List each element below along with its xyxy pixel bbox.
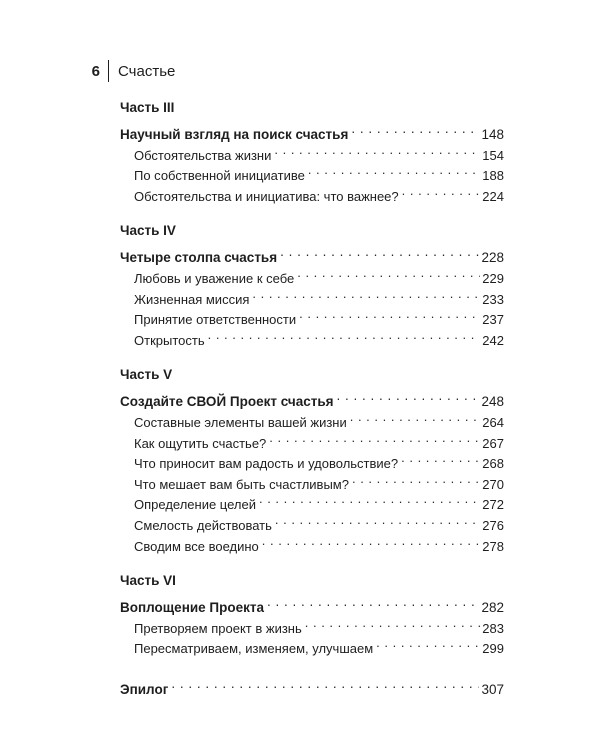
dot-leader <box>259 489 480 509</box>
dot-leader <box>275 510 480 530</box>
page-ref: 224 <box>482 188 504 204</box>
section-title: Жизненная миссия <box>134 291 250 307</box>
page-ref: 268 <box>482 456 504 472</box>
section-title: Сводим все воедино <box>134 538 259 554</box>
toc-epilogue[interactable] <box>120 674 504 695</box>
page-ref: 272 <box>482 497 504 513</box>
page-ref: 278 <box>482 538 504 554</box>
section-title: Что приносит вам радость и удовольствие? <box>134 456 399 472</box>
page-ref: 267 <box>482 435 504 451</box>
page-ref: 307 <box>481 681 504 697</box>
section-title: По собственной инициативе <box>134 168 305 184</box>
dot-leader <box>274 140 480 160</box>
toc-part <box>120 571 504 657</box>
section-title: Принятие ответственности <box>134 312 297 328</box>
dot-leader <box>280 242 479 262</box>
dot-leader <box>308 160 480 180</box>
page-number: 6 <box>91 62 100 80</box>
section-title: Обстоятельства жизни <box>134 147 272 163</box>
page-ref: 154 <box>482 147 504 163</box>
page-ref: 237 <box>482 312 504 328</box>
page-ref: 283 <box>482 620 504 636</box>
dot-leader <box>299 304 480 324</box>
part-label: Часть III <box>120 100 175 115</box>
dot-leader <box>352 469 480 489</box>
chapter-title: Четыре столпа счастья <box>120 250 278 266</box>
page-ref: 248 <box>481 394 504 410</box>
section-title: Претворяем проект в жизнь <box>134 620 302 636</box>
section-title: Пересматриваем, изменяем, улучшаем <box>134 641 374 657</box>
dot-leader <box>267 592 479 612</box>
running-title: Счастье <box>118 62 176 80</box>
dot-leader <box>337 386 480 406</box>
dot-leader <box>350 407 481 427</box>
page-ref: 270 <box>482 476 504 492</box>
part-label: Часть IV <box>120 223 176 239</box>
dot-leader <box>305 613 481 633</box>
dot-leader <box>401 448 480 468</box>
page-ref: 233 <box>482 291 504 307</box>
table-of-contents <box>120 98 504 697</box>
dot-leader <box>402 181 481 201</box>
section-title: Как ощутить счастье? <box>134 435 267 451</box>
toc-part <box>120 221 504 348</box>
page-ref: 299 <box>482 641 504 657</box>
page-ref: 229 <box>482 270 504 286</box>
page-ref: 264 <box>482 414 504 430</box>
epilogue-title: Эпилог <box>120 681 169 697</box>
page-ref: 282 <box>481 600 504 616</box>
part-label: Часть VI <box>120 573 176 589</box>
dot-leader <box>376 633 480 653</box>
toc-part <box>120 365 504 554</box>
page-ref: 188 <box>482 168 504 184</box>
chapter-title: Воплощение Проекта <box>120 600 264 616</box>
page-ref: 148 <box>481 127 504 142</box>
header-divider <box>108 60 109 82</box>
page-ref: 228 <box>481 250 504 266</box>
dot-leader <box>262 531 481 551</box>
dot-leader <box>252 284 480 304</box>
dot-leader <box>171 674 479 694</box>
section-title: Любовь и уважение к себе <box>134 270 295 286</box>
dot-leader <box>208 325 481 345</box>
section-title: Что мешает вам быть счастливым? <box>134 476 349 492</box>
dot-leader <box>351 119 479 139</box>
toc-part <box>120 98 504 204</box>
page-ref: 276 <box>482 517 504 533</box>
section-title: Открытость <box>134 332 205 348</box>
toc-chapter[interactable] <box>120 242 504 266</box>
section-title: Смелость действовать <box>134 517 272 533</box>
toc-chapter[interactable] <box>120 119 504 140</box>
dot-leader <box>269 428 480 448</box>
section-title: Определение целей <box>134 497 256 513</box>
dot-leader <box>297 263 480 283</box>
toc-chapter[interactable] <box>120 386 504 410</box>
chapter-title: Создайте СВОЙ Проект счастья <box>120 394 334 410</box>
page-ref: 242 <box>482 332 504 348</box>
toc-chapter[interactable] <box>120 592 504 616</box>
section-title: Обстоятельства и инициатива: что важнее? <box>134 188 399 204</box>
chapter-title: Научный взгляд на поиск счастья <box>120 127 349 142</box>
part-label: Часть V <box>120 367 173 383</box>
section-title: Составные элементы вашей жизни <box>134 414 347 430</box>
running-head <box>80 60 175 82</box>
